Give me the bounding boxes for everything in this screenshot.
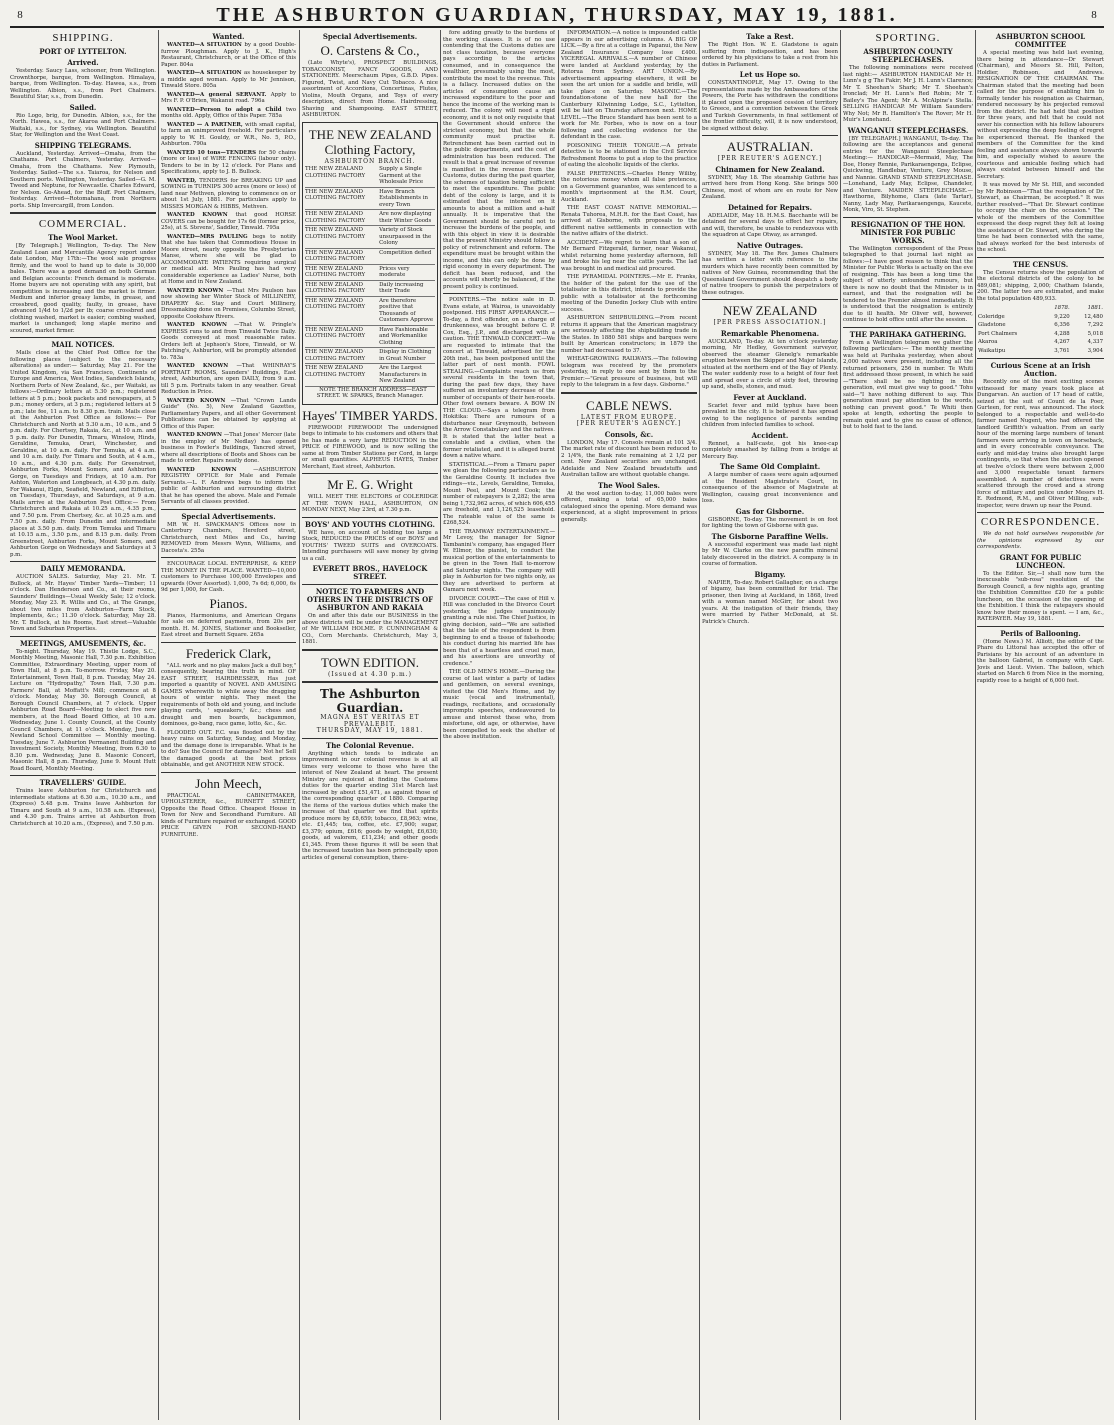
divider bbox=[561, 392, 697, 395]
commercial-heading: COMMERCIAL. bbox=[38, 218, 128, 230]
meetings-text: To-night. Thursday, May 19. Thistle Lodge, S.C., Monthly Meeting, Masonic Hall, 7.30 p.m. Exhibition Committee, Extraordinary Meeting, upper room of Town Hall, at 8 p.m. To-morrow. Friday, May 20. Entertainment, Town Hall, 8 p.m. Tuesday, May 24. Lecture on "Hydropathy," Town Hall, 7.30 p.m. Farmers' Ball, at Moffatt's Mill; commence at 8 o'clock. Monday, May 30. Borough Council, at Borough Council Chambers, at 7 o'clock. Upper Ashburton Road Board—Meeting to elect five new members, at the Road Board Office, at 10 a.m. Wednesday, June 1. County Council, at the County Council Chambers, at 11 o'clock. Monday, June 6. Newland School Committee — Monthly meeting. Tuesday, June 7. Ashburton Permanent Building and Investment Society, Monthly Meeting, from 6.30 to 8.30 p.m. Wednesday, June 8. Masonic Concert, Masonic Hall, 8 p.m. Thursday, June 9. Mount Hutt Road Board, Monthly Meeting. bbox=[10, 648, 156, 772]
census-table-cell: 3,904 bbox=[1087, 347, 1103, 354]
clothing-item-brand: THE NEW ZEALAND CLOTHING FACTORY bbox=[305, 281, 366, 294]
chinamen-heading: Chinamen for New Zealand. bbox=[715, 164, 825, 174]
clothing-item-claim: Have Fashionable and Workmanlike Clothing bbox=[379, 326, 428, 346]
clothing-factory-heading: THE NEW ZEALAND Clothing Factory, bbox=[308, 126, 432, 157]
shipping-telegrams-heading: SHIPPING TELEGRAMS. bbox=[34, 140, 132, 150]
divider bbox=[302, 473, 438, 474]
paraffin-heading: The Gisborne Paraffine Wells. bbox=[711, 531, 829, 541]
clothing-item-claim: Are the Largest Manufacturers in New Zealand bbox=[379, 365, 427, 384]
wanted-ad bbox=[161, 288, 296, 321]
ballooning-heading: Perils of Ballooning. bbox=[1000, 628, 1081, 638]
guardian-nameplate: The Ashburton Guardian. bbox=[320, 687, 420, 715]
wool-market-heading: The Wool Market. bbox=[48, 233, 118, 242]
column-divider bbox=[840, 30, 841, 1420]
wanted-ad bbox=[161, 322, 296, 361]
census-table-cell: 7,292 bbox=[1087, 322, 1103, 328]
complaint-text: A large number of cases were again adjourned at the Resident Magistrate's Court, in consequence of the absence of Magistrate at Wellington, causing great inconvenience and loss. bbox=[702, 472, 838, 504]
divider bbox=[10, 212, 156, 215]
fever-heading: Fever at Auckland. bbox=[733, 392, 807, 402]
wanted-ad bbox=[161, 70, 296, 90]
colonial-revenue-heading: The Colonial Revenue. bbox=[326, 740, 414, 750]
column-8 bbox=[977, 30, 1104, 1420]
guardian-date: THURSDAY, MAY 19, 1881. bbox=[316, 727, 424, 734]
wanted-ad-heading: WANTED, bbox=[167, 177, 200, 184]
divider bbox=[161, 772, 296, 773]
clothing-item-claim: Supply a Single Garment at the Wholesale Price bbox=[379, 166, 424, 185]
parihaka-heading: THE PARIHAKA GATHERING. bbox=[849, 329, 967, 339]
divider bbox=[302, 649, 438, 652]
poison-paragraph: POISONING THEIR TONGUE.—A private detective is to be stationed in the Civil Service Refreshment Rooms to put a stop to the practice of eating the alcoholic liquids of the clerks. bbox=[561, 142, 697, 168]
clothing-items-list bbox=[305, 165, 435, 387]
resignation-heading: RESIGNATION OF THE HON. MINISTER FOR PUBLIC WORKS. bbox=[850, 219, 966, 245]
guardian-motto: MAGNA EST VERITAS ET PREVALEBIT. bbox=[320, 714, 420, 728]
clothing-item-brand: THE NEW ZEALAND CLOTHING FACTORY bbox=[305, 349, 366, 362]
clothing-item-claim: Daily increasing their Trade bbox=[379, 281, 424, 294]
column-4 bbox=[443, 30, 555, 1420]
divider bbox=[161, 642, 296, 643]
wanted-ad-heading: WANTED — A PARTNER, bbox=[167, 121, 245, 128]
wanted-ads-list bbox=[161, 42, 296, 506]
correspondence-note: We do not hold ourselves responsible for the opinions expressed by our correspondents. bbox=[977, 531, 1104, 550]
boys-clothing-heading: BOYS' AND YOUTHS CLOTHING. bbox=[305, 519, 435, 529]
hayes-ad: FIREWOOD! FIREWOOD! The undersigned begs to intimate to his customers and others that he has made a very large REDUCTION in the PRICE of FIREWOOD, and is now selling the same at from Timber Stations per Cord, in large or small quantities. ALPHEUS HAYES, Timber Merchant, East street, Ashburton. bbox=[302, 424, 438, 470]
meetings-heading: MEETINGS, AMUSEMENTS, &c. bbox=[19, 638, 147, 648]
wanted-ad bbox=[161, 432, 296, 465]
shipping-telegrams-text: Auckland, Yesterday. Arrived—Omaha, from the Chathams. Port Chalmers, Yesterday. Arrived—Omaha, from the Chathams. New Plymouth, Yesterday. Sailed—The s.s. Taiaroa, for Nelson and Southern ports. Wellington, Yesterday. Sailed—G. M. Tweed and Neptune, for Newcastle. Charles Edward, for Nelson. Go-Ahead, for the Bluff. Port Chalmers, Yesterday. Arrived—Rotomahana, from Northern ports. Ship Invercargill, from London. bbox=[10, 150, 156, 209]
wanted-ad-heading: WANTED—A SITUATION bbox=[167, 42, 245, 48]
clothing-item-brand: THE NEW ZEALAND CLOTHING FACTORY bbox=[305, 227, 366, 240]
wanted-ad-heading: WANTED KNOWN bbox=[167, 212, 236, 218]
divider bbox=[702, 135, 838, 136]
clothing-item bbox=[305, 265, 435, 281]
census-table-header: 1878. bbox=[1054, 305, 1070, 311]
census-table-cell: Gladstone bbox=[978, 322, 1006, 328]
irish-auction-text: Recently one of the most exciting scenes witnessed for many years took place at Dungarvan. An auction of 17 head of cattle, seized at the suit of Count de la Poer, Gurteen, for rent, was announced. The stock belonged to a respectable and well-to-do farmer named Nugent, who had offered the landlord Griffith's valuation. From an early hour of the morning large numbers of tenant farmers were arriving in town on horseback, and in every conceivable conveyance. The early and mid-day trains also brought large contingents, so that when the auction opened at twelve o'clock there were between 2,000 and 3,000 respectable tenant farmers assembled. A number of detectives were scattered through the crowd and a strong force of military and police under Messrs H. E. Redmond, R.M., and Oliver Milling, sub-inspector, were drawn up near the Pound. bbox=[977, 379, 1104, 509]
steeplechases-text: The following nominations were received last night:— ASHBURTON HANDICAP. Mr H. Lunn's g g The Fakir; Mr J. H. Lunn's Clarence; Mr T. Sheehan's Shark; Mr T. Sheehan's Ironclad; Mr H. Lunn's Red Robin; Mr T. Bailey's The Agent; Mr A. McAlpine's Stella. SELLING HANDICAP. Mr William Saunders' Why Not; Mr R. Hamilton's The Rover; Mr H. Muir's Lonehand. bbox=[843, 65, 973, 123]
wanted-ad bbox=[161, 398, 296, 431]
consols-text: LONDON, May 17. Consols remain at 101 3/4. The market rate of discount has been reduced to 2 1/4%, the Bank rate remaining at 2 1/2 per cent. New Zealand securities are unchanged. Adelaide and New Zealand breadstuffs and Australian tallow are without quotable change. bbox=[561, 439, 697, 478]
clothing-item bbox=[305, 165, 435, 188]
luncheon-text: To the Editor. Sir,—I shall now turn the inexcusable "sub-rosa" resolution of the Borough Council, a few nights ago, granting the Exhibition Committee £20 for a public luncheon, on the occasion of the opening of the Exhibition. I think the ratepayers should know how their money is spent. — I am, &c., RATEPAYER. May 19, 1881. bbox=[977, 570, 1104, 622]
sailed-text: Rio Logo, brig, for Dunedin. Albion, s.s., for the North. Hawea, s.s., for Akaroa and Port Chalmers. Waitaki, s.s., for Sydney, via Wellington. Beautiful Star, for Wellington and the West Coast. bbox=[10, 112, 156, 138]
divider bbox=[302, 517, 438, 518]
divider bbox=[977, 512, 1104, 513]
wanted-ad-body: —That Mrs Paulson has now showing her Winter Stock of MILLINERY, DRAPERY &c. Stay and Court Millinery, Dressmaking done on Premises, Columbo Street, opposite Cookshaw Rivers. bbox=[161, 287, 296, 320]
encourage-ad: ENCOURAGE LOCAL ENTERPRISE, & KEEP THE MONEY IN THE PLACE. WANTED—10,000 customers to Purchase 100,000 Envelopes and upwards (Over Assorted). 1,000, 7s 6d; 6,000, 6s 9d per 1,000, for Cash. bbox=[161, 561, 296, 593]
luncheon-heading: GRANT FOR PUBLIC LUNCHEON. bbox=[999, 552, 1082, 570]
page-number-right: 8 bbox=[1091, 9, 1097, 21]
clothing-item-brand: THE NEW ZEALAND CLOTHING FACTORY bbox=[305, 326, 366, 339]
resignation-text: The Wellington correspondent of the Press telegraphed to that journal last night as follows:—I have good reason to think that the Minister for Public Works is actually on the eve of resigning. This has been a long time the subject of utterly unfounded rumours, but there is now no doubt that the Minister is in earnest, and that the resignation will be tendered to the Premier almost immediately. It is understood that the resignation is entirely due to ill health. Mr Oliver will, however, continue to hold office until after the session. bbox=[843, 245, 973, 323]
page-number-left: 8 bbox=[17, 9, 23, 21]
fever-text: Scarlet fever and mild typhus have been prevalent in the city. It is believed it has spread owing to the negligence of parents sending children from infected families to school. bbox=[702, 402, 838, 428]
wanted-ad-heading: WANTED KNOWN bbox=[167, 397, 231, 404]
table-row bbox=[977, 338, 1104, 347]
census-table bbox=[977, 304, 1104, 355]
shipping-heading: SHIPPING. bbox=[52, 32, 114, 44]
census-table-cell: Port Chalmers bbox=[978, 330, 1018, 337]
tramway-paragraph: THE TRAMWAY ENTERTAINMENT.—Mr Levoy, the manager for Signor Tambanini's company, has engaged Herr W. Ellmor, the pianist, to conduct the musical portion of the entertainments to be given in the Town Hall to-morrow and Saturday nights. The company will play in Ashburton for two nights only, as they are advertised to perform at Oamaru next week. bbox=[443, 528, 555, 593]
false-pretences-paragraph: FALSE PRETENCES.—Charles Henry Wiliby, the notorious money whom all false pretences, on a Government guarantee, was sentenced to a month's imprisonment at the R.M. Court, Auckland. bbox=[561, 170, 697, 203]
hayes-heading: Hayes' TIMBER YARDS. bbox=[302, 407, 438, 423]
wanted-ad-body: with small capital, to farm an unimproved freehold. For particulars apply to W. H. Gouldy, or W.R., No. 5, P.O., Ashburton. 790a bbox=[161, 121, 296, 147]
wanted-ad-heading: WANTED—A SITUATION bbox=[167, 70, 245, 76]
clothing-item-brand: THE NEW ZEALAND CLOTHING FACTORY bbox=[305, 297, 366, 310]
sailed-heading: Sailed. bbox=[69, 102, 97, 112]
census-table-cell: 5,018 bbox=[1087, 330, 1103, 337]
clothing-item bbox=[305, 249, 435, 265]
column-divider bbox=[440, 30, 441, 1420]
clothing-item-claim: Prices very moderate bbox=[379, 265, 410, 278]
census-table-cell: 6,356 bbox=[1054, 322, 1070, 328]
divider bbox=[10, 561, 156, 562]
correspondence-heading: CORRESPONDENCE. bbox=[980, 516, 1101, 528]
wanted-ad bbox=[161, 178, 296, 211]
census-table-cell: Coleridge bbox=[978, 313, 1005, 320]
railways-paragraph: WHEAT-GROWING RAILWAYS.—The following telegram was received by the promoters yesterday, in reply to one sent by them to the Premier:—"Great pressure of business, but will reply to the telegram in a few days. Gisborne." bbox=[561, 356, 697, 388]
wool-market-text: [By Telegraph.] Wellington, To-day. The New Zealand Loan and Mercantile Agency report under date London, May 17th:—The wool sale progress firmly, and the wool to hand up to date is 30,000 bales. There was a good demand on both German and Belgian accounts: French demand is moderate. Home buyers are not operating with any spirit, but competition is increasing and the market is firmer. Medium and inferior greasy lambs, in grease, and crossbred, good quality, faulty, in grease, have advanced 1/4d to 1/2d per lb; coarse crossbred and clothing washed, market is easier; combing washed, market is unchanged; long staple merino and scoured, market firmer. bbox=[10, 243, 156, 334]
wanted-ad bbox=[161, 212, 296, 232]
column-divider bbox=[975, 30, 976, 1420]
column-6 bbox=[702, 30, 838, 1420]
census-table-cell: 4,267 bbox=[1054, 339, 1070, 345]
spackman-ad: MR W. H. SPACKMAN'S Offices now in Canterbury Chambers, Hereford street, Christchurch, next Miles and Co., having REMOVED from Messrs Wynn, Williams, and Dacosta's. 255a bbox=[161, 521, 296, 554]
divorce-court-paragraph: DIVORCE COURT.—The case of Hill v. Hill was concluded in the Divorce Court yesterday, the judges unanimously granting a rule nisi. The Chief Justice, in giving decision, said—"We are satisfied that the tale of the respondent is from beginning to end a tissue of falsehoods; his conduct during his married life has been that of a heartless and cruel man, and his assertions are unworthy of credence." bbox=[443, 595, 555, 667]
clothing-item bbox=[305, 348, 435, 364]
wanted-ad-heading: WANTED—A general SERVANT. bbox=[167, 91, 271, 98]
consols-heading: Consols, &c. bbox=[604, 429, 654, 439]
table-row bbox=[977, 321, 1104, 330]
clothing-item-brand: THE NEW ZEALAND CLOTHING FACTORY bbox=[305, 249, 366, 262]
local-news: INFORMATION.—A notice is impounded cattle appears in our advertising columns. A BIG OP LICK.—By a fire at a cottage in Papanui, the New Zealand Insurance Company lose £400. VICEREGAL ARRIVALS.—A number of Chinese were landed at Auckland yesterday, by the Rotorua from Sydney. ART UNION.—By advertisement appearing elsewhere, it will be seen the art union for a saddle and bridle, will take place on Saturday. MASONIC.—The foundation-stone of the new hall for the Canterbury Kilwinning Lodge, S.C., Lyttelton, will be laid on Thursday afternoon next. HOME LEVEL.—The Bruce Standard has been sent to a work for Mr. Forbes, who is now on a tour following and collecting evidence for the defendant in the case. bbox=[561, 30, 697, 140]
travellers-guide-text: Trains leave Ashburton for Christchurch and intermediate stations at 6.30 a.m., 10.30 a.m., and (Express) 5.48 p.m. Trains leave Ashburton for Timaru and South at 9 a.m., 10.58 a.m. (Express), and 4.30 p.m. Trains arrive at Ashburton from Christchurch at 10.20 a.m., (Express), and 7.50 p.m. bbox=[10, 788, 156, 827]
phenomena-text: AUCKLAND, To-day. At ten o'clock yesterday morning, Mr Hedley, Government surveyor, observed the steamer Glenelg's remarkable eruption between the Skipper and Major Islands, situated at the northern end of the Bay of Plenty. The water suddenly rose to a height of four feet and spread over a circle of sixty feet, throwing up sand, shells, stones, and mud. bbox=[702, 338, 838, 390]
table-row bbox=[977, 330, 1104, 339]
census-heading: THE CENSUS. bbox=[1012, 259, 1069, 269]
wanted-ad-heading: WANTED—Person to adopt a Child bbox=[167, 106, 286, 113]
wright-ad: WILL MEET THE ELECTORS of COLERIDGE AT THE TOWN HALL, ASHBURTON, ON MONDAY NEXT, May 23rd, at 7.30 p.m. bbox=[302, 494, 438, 513]
special-ads-heading: Special Advertisements. bbox=[322, 32, 418, 41]
daily-memoranda-text: AUCTION SALES. Saturday, May 21. Mr. T. Bullock, at Mr. Hayes' Timber Yards—Timber; 11 o'clock. Dan Henderson and Co., at their rooms, Saunders' Buildings—Usual Weekly Sale; 12 o'clock. Monday, May 23. R. Willis and Co., at The Grange, about two miles from Ashburton—Farm Stock, Implements, &c.; 11.30 o'clock. Saturday, May 28. Mr. T. Bullock, at his Rooms, East street—Valuable Town and Suburban Properties. bbox=[10, 574, 156, 632]
bigamy-text: NAPIER, To-day. Robert Gallagher, on a charge of bigamy, has been committed for trial. The prisoner, then living at Auckland, in 1868, lived with a woman named McGirr, for about two years. At the instigation of their friends, they were married by Father McDonald, at St. Patrick's Church. bbox=[702, 579, 838, 625]
divider bbox=[977, 626, 1104, 627]
wanted-ad-body: —That WHINRAY'S PORTRAIT ROOMS, Saunders' Buildings, East street, Ashburton, are open DAILY, from 9 a.m. till 5 p.m. Portraits taken in any weather. Great Reduction in Price. bbox=[161, 363, 296, 395]
irish-auction-heading: Curious Scene at an Irish Auction. bbox=[990, 361, 1091, 378]
census-table-cell: 3,761 bbox=[1054, 347, 1070, 354]
steeplechases-heading: ASHBURTON COUNTY STEEPLECHASES. bbox=[863, 47, 953, 64]
wanted-ad bbox=[161, 150, 296, 176]
divider bbox=[843, 217, 973, 218]
carstens-ad: (Late Whyte's), PROSPECT BUILDINGS, TOBACCONIST, FANCY GOODS, AND STATIONERY. Meerschaum Pipes, G.B.D. Pipes. Figured, Twist, and Navy Cut Tobacco. A nice assortment of Accordions, Concertinas, Flutes, Violins, Mouth Organs, and Toys of every description, direct from Home. Hairdressing, Shaving and Shampooing. EAST STREET, ASHBURTON. bbox=[302, 60, 438, 118]
hope-text: CONSTANTINOPLE, May 17. Owing to the representations made by the Ambassadors of the Powers, the Porte has withdrawn the conditions it placed upon the proposed cession of territory to Greece, and a convention between the Greek and Turkish Governments, in final settlement of the frontier difficulty, will, it is now understood, be signed without delay. bbox=[702, 80, 838, 132]
arrived-heading: Arrived. bbox=[67, 58, 99, 67]
detained-heading: Detained for Repairs. bbox=[727, 202, 813, 212]
sporting-heading: SPORTING. bbox=[875, 32, 941, 44]
parihaka-text: From a Wellington telegram we gather the following particulars:— The monthly meeting was held at Parihaka yesterday, when about 2,000 natives were present, including all the returned prisoners, 256 in number. Te Whiti first addressed those present, in which he said—"There shall be no fighting in this generation, evil must give way to good." Tohu said—"I have nothing different to say. This generation must pay attention to the words, nothing can prevent good." Te Whiti then spoke at length, exhorting the people to remain quiet and to give no cause of offence, but to hold fast to the land. bbox=[843, 339, 973, 430]
arrived-text: Yesterday. Saucy Lass, schooner, from Wellington. Crownthorpe, barque, from Wellington. Himalaya, barque, from Wellington. To-day. Hawea, s.s., from Wellington. Albion, s.s., from Port Chalmers. Beautiful Star, s.s., from Dunedin. bbox=[10, 68, 156, 100]
census-table-cell: Akaroa bbox=[978, 339, 998, 345]
wanted-ad bbox=[161, 363, 296, 396]
census-text: The Census returns show the population of the electoral districts of the colony to be 489,081; shipping, 2,000; Chatham Islands, 200. The latter two are estimated, and make the total population 489,933. bbox=[977, 269, 1104, 302]
wanted-ad-heading: WANTED 10 tons—TENDERS bbox=[167, 149, 259, 156]
wool-sales-heading: The Wool Sales. bbox=[598, 480, 660, 490]
column-3 bbox=[302, 30, 438, 1420]
australian-agency: [PER REUTER'S AGENCY.] bbox=[717, 155, 823, 162]
column-7 bbox=[843, 30, 973, 1420]
clothing-item-brand: THE NEW ZEALAND CLOTHING FACTORY bbox=[305, 211, 366, 224]
wanted-ad-body: —That "Crown Lands Guide" (No. 5), New Zealand Gazettes, Parliamentary Papers, and all other Government Publications can be obtained by applying at Office of this Paper. bbox=[161, 397, 296, 430]
wanted-ad-heading: WANTED KNOWN bbox=[167, 322, 235, 328]
school-committee-text: A special meeting was held last evening, there being in attendance—Dr Stewart (Chairman), and Messrs St. Hill, Felton, Holdier, Robinson, and Andrews. RESIGNATION OF THE CHAIRMAN. The Chairman stated that the meeting had been called for the purpose of enabling him to formally tender his resignation as Chairman, rendered necessary by his projected removal from the district. He had held that position for three years, and felt that he could not sever his connection with his fellow labourers without expressing the deep feeling of regret he experienced thereat. He thanked the members of the Committee for the kind feeling and assistance always shown towards him, and especially wished to assure the courteous and amicable feeling which had always existed between himself and the Secretary. bbox=[977, 50, 1104, 180]
colonial-revenue-text: Anything which tends to indicate an improvement in our colonial revenue is at all times very welcome to those who have the interest of New Zealand at heart. The present Ministry are rejoiced at finding the Customs duties for the quarter ending 31st March last increased by about £51,471, as against those of the corresponding quarter of 1880. Comparing the items of the various duties which make the increase of that quarter we find that spirits produce more by £8,659; tobacco, £8,963; wine, etc. £1,445; tea, coffee, etc. £7,900; sugar, £3,379; opium, £616; goods by weight, £6,630; goods, ad valorem, £11,234; and other goods £1,345. From these figures it will be seen that the increased taxation has been principally upon articles of general consumption, there- bbox=[302, 750, 438, 861]
divider bbox=[443, 293, 555, 294]
totalisator-paragraph: THE PYRAMIDAL POINTERS.—Mr E. Franks, the holder of the patent for the use of the totalisator in this district, intends to provide the public with a totalisator at the forthcoming meeting of the Dunedin Jockey Club with entire success. bbox=[561, 274, 697, 313]
accident-paragraph: ACCIDENT.—We regret to learn that a son of Mr Bernard Fitzgerald, farmer, near Wakanui, whilst returning home yesterday afternoon, fell and broke his leg near the cattle yards. The lad was brought in and medical aid procured. bbox=[561, 239, 697, 272]
divider bbox=[10, 636, 156, 637]
ballooning-text: (Home News.) M. Alliott, the editor of the Phare du Littoral has accepted the offer of Parisians by his account of an adventure in the balloon Gabriel, in company with Capt. Jovis and Lieut. Vivien. The balloon, which started on March 6 from Nice in the morning, rapidly rose to a height of 6,000 feet. bbox=[977, 638, 1104, 684]
flooded-out-ad: FLOODED OUT. F.C. was flooded out by the heavy rains on Saturday, Sunday, and Monday, and the damage done is irreparable. What is he to do? Sue the Council for damages? Not he! Sell the damaged goods at the best prices obtainable, and get ANOTHER NEW STOCK. bbox=[161, 729, 296, 768]
column-divider bbox=[558, 30, 559, 1420]
notice-farmers-text: On and after this date our BUSINESS in the above districts will be under the MANAGEMENT of Mr WILLIAM HOLME. P. CUNNINGHAM & CO., Corn Merchants. Christchurch, May 3, 1881. bbox=[302, 613, 438, 645]
frederick-clark-heading: Frederick Clark, bbox=[185, 645, 272, 661]
clothing-branch: ASHBURTON BRANCH. bbox=[324, 157, 416, 165]
column-1 bbox=[10, 30, 156, 1420]
wanted-ad-body: —That W. Pringle's EXPRESS runs to and from Tinwald Twice Daily. Goods conveyed at most reasonable rates. Orders left at Jephson's Store, Tinwald, or W. Patching's, Ashburton, will be promptly attended to. 783a bbox=[161, 322, 296, 361]
column-5 bbox=[561, 30, 697, 1420]
detained-text: ADELAIDE, May 18. H.M.S. Bacchante will be detained for several days to effect her repairs, and will, therefore, be unable to rendezvous with the squadron at Cape Otway, as arranged. bbox=[702, 212, 838, 238]
local-pointers: POINTERS.—The notice sale in D. Evans estate, at Wairoa, is unavoidably postponed. HIS FIRST APPEARANCE.—To-day, a first offender, on a charge of drunkenness, was brought before C. P. Cox, Esq., J.P., and discharged with a caution. THE TINWALD CONCERT.—We are requested to intimate that the concert at Tinwald, advertised for the 20th inst., has been postponed until the latter part of next month. FOWL STEALING.—Complaints reach us from several residents in the town that, during the past few days, they have suffered an involuntary decrease of the number of occupants of their hen-roosts. Other fowl owners beware. A BOW IN THE CLOUD.—Says a telegram from Hokitika: There are rumours of a disturbance near Greymouth, between the Arrow Constabulary and the natives. It is stated that the latter beat a constable and a civilian, when the former retaliated, and it is alleged burnt down a native whare. bbox=[443, 297, 555, 459]
wanted-heading: Wanted. bbox=[212, 32, 245, 41]
wanted-ad-heading: WANTED KNOWN bbox=[167, 287, 227, 294]
column-divider bbox=[299, 30, 300, 1420]
divider bbox=[843, 327, 973, 328]
wanted-ad-body: two months old. Apply, Office of this Paper. 785a bbox=[161, 106, 296, 119]
paraffin-text: A successful experiment was made last night by Mr W. Clarke on the new paraffin mineral lately discovered in the district. A company is in course of formation. bbox=[702, 541, 838, 567]
masthead bbox=[10, 4, 1104, 28]
cable-news-sub: LATEST FROM EUROPE. bbox=[580, 413, 678, 421]
east-coast-paragraph: THE EAST COAST NATIVE MEMORIAL.—Renata Tuhorea, M.H.R. for the East Coast, has arrived at Gisborne, with proposals to the different native settlements in connection with the native affairs of the district. bbox=[561, 205, 697, 237]
census-table-header bbox=[977, 304, 1043, 313]
wanganui-heading: WANGANUI STEEPLECHASES. bbox=[847, 125, 969, 135]
town-edition-heading: TOWN EDITION. bbox=[321, 654, 419, 670]
clothing-factory-ad bbox=[302, 122, 438, 405]
clothing-item-claim: Are therefore positive that Thousands of Customers Approve bbox=[379, 297, 434, 323]
john-meech-ad: PRACTICAL CABINETMAKER, UPHOLSTERER, &c., BURNETT STREET, Opposite the Road Office. Cheapest House in Town for New and Secondhand Furniture. All kinds of Furniture repaired or exchanged. GOOD PRICE GIVEN FOR SECOND-HAND FURNITURE. bbox=[161, 792, 296, 838]
divider bbox=[161, 557, 296, 558]
clothing-item-claim: Competition defied bbox=[379, 249, 432, 256]
old-mens-home-paragraph: THE OLD MEN'S HOME.—During the course of last winter a party of ladies and gentlemen, on several evenings, visited the Old Men's Home, and by music (vocal and instrumental), readings, recitations, and occasionally impromptu speeches, endeavoured to amuse and interest these who, from misfortune, old age, or otherwise, have been compelled to seek the shelter of the above institution. bbox=[443, 669, 555, 740]
phenomena-heading: Remarkable Phenomena. bbox=[720, 328, 820, 338]
wanted-ad-body: begs to notify that she has taken that Commodious House in Moore street, nearly opposite the Presbyterian Manse, where she will be glad to ACCOMMODATE PATIENTS requiring surgical or medical aid. Mrs Pauling has had very considerable experience as Ladies' Nurse, both at Home and in New Zealand. bbox=[161, 233, 296, 285]
complaint-heading: The Same Old Complaint. bbox=[719, 462, 821, 471]
wanted-ad-body: as housekeeper by a middle aged woman. Apply to Mr Jennison, Tinwald Store. 805a bbox=[161, 70, 296, 89]
wanted-ad bbox=[161, 107, 296, 120]
take-rest-heading: Take a Rest. bbox=[746, 32, 794, 41]
bigamy-heading: Bigamy. bbox=[754, 569, 786, 579]
wanted-ad-heading: WANTED KNOWN bbox=[167, 432, 224, 438]
divider bbox=[161, 509, 296, 510]
cable-news-heading: CABLE NEWS. bbox=[586, 397, 672, 413]
daily-memoranda-heading: DAILY MEMORANDA. bbox=[40, 564, 126, 573]
wanted-ad-heading: WANTED KNOWN bbox=[167, 466, 254, 473]
take-rest-text: The Right Hon. W. E. Gladstone is again suffering from indisposition, and has been ordered by his physicians to take a rest from his duties in Parliament. bbox=[702, 42, 838, 68]
divider bbox=[302, 584, 438, 585]
wanted-ad bbox=[161, 92, 296, 105]
divider bbox=[977, 358, 1104, 359]
wanted-ad-body: that good HORSE COVERS can be bought for 17s 6d (former price, 25s), at S. Stevens', Saddler, Tinwald. 795a bbox=[161, 212, 296, 231]
divider bbox=[977, 257, 1104, 258]
native-outrages-text: SYDNEY, May 18. The Rev. James Chalmers has written a letter with reference to the murders which have recently been committed by natives of New Guinea, recommending that the Queensland Government should despatch a body of native troopers to punish the perpetrators of these outrages. bbox=[702, 250, 838, 296]
frederick-clark-ad: "ALL work and no play makes Jack a dull boy," consequently, bearing this truth in mind. OF EAST STREET, HAIRDRESSER, Has just imported a quantity of NOVEL AND AMUSING GAMES wherewith to while away the dragging hours of winter nights. They meet the requirements of both old and young, and include playing cards, ' squeakers,' &c.; chess and draught and men boards, backgammon, dominoes, go-bang, race game, lotto, &c., &c. bbox=[161, 662, 296, 727]
wanted-ad bbox=[161, 234, 296, 286]
clothing-item-brand: THE NEW ZEALAND CLOTHING FACTORY bbox=[305, 188, 366, 201]
divider bbox=[302, 681, 438, 684]
column-divider bbox=[158, 30, 159, 1420]
census-table-cell: 4,337 bbox=[1087, 339, 1103, 345]
divider bbox=[10, 337, 156, 338]
wright-heading: Mr E. G. Wright bbox=[327, 477, 413, 492]
census-table-header: 1881. bbox=[1087, 305, 1103, 311]
census-table-cell: Waikatipu bbox=[978, 347, 1006, 354]
clothing-item bbox=[305, 326, 435, 349]
clothing-item-claim: Are now displaying their Winter Goods bbox=[379, 211, 432, 224]
column-2 bbox=[161, 30, 296, 1420]
australian-heading: AUSTRALIAN. bbox=[726, 139, 814, 154]
clothing-item bbox=[305, 226, 435, 249]
clothing-item-brand: THE NEW ZEALAND CLOTHING FACTORY bbox=[305, 166, 366, 179]
clothing-item-brand: THE NEW ZEALAND CLOTHING FACTORY bbox=[305, 265, 366, 278]
native-outrages-heading: Native Outrages. bbox=[736, 240, 804, 250]
gas-text: GISBORNE, To-day. The movement is on foot for lighting the town of Gisborne with gas. bbox=[702, 516, 838, 529]
clothing-note: NOTE THE BRANCH ADDRESS—EAST STREET. W. SPARKS, Branch Manager. bbox=[316, 386, 427, 399]
clothing-item bbox=[305, 364, 435, 387]
clothing-item-brand: THE NEW ZEALAND CLOTHING FACTORY bbox=[305, 365, 366, 378]
shipbuilding-paragraph: ASHBURTON SHIPBUILDING.—From recent returns it appears that the American magistracy are seriously affecting the shipbuilding trade in the States. In 1880 581 ships and barques were built by American constructors; in 1879 the number had decreased to 37. bbox=[561, 315, 697, 354]
wanted-ad-body: TENDERS for BREAKING UP and SOWING in TURNIPS 300 acres (more or less) of land near Methven, plowing to commence on or about 1st July, 1881. For particulars apply to MISSES MORGAN & HIBBS, Methven. bbox=[161, 177, 296, 210]
everett-bros: EVERETT BROS., HAVELOCK STREET. bbox=[312, 564, 428, 581]
wanted-ad bbox=[161, 122, 296, 148]
school-committee-heading: ASHBURTON SCHOOL COMMITTEE bbox=[995, 32, 1086, 49]
clothing-item-claim: Display in Clothing in Great Number bbox=[379, 349, 432, 362]
clothing-item-claim: Have Branch Establishments in every Town bbox=[379, 188, 428, 208]
travellers-guide-heading: TRAVELLERS' GUIDE. bbox=[39, 778, 127, 787]
wanted-ad-body: Apply to Mrs F. P. O'Brien, Wakanui road. 796a bbox=[161, 91, 296, 104]
chinamen-text: SYDNEY, May 18. The steamship Guthrie has arrived here from Hong Kong. She brings 500 Chinese, most of whom are en route for New Zealand. bbox=[702, 174, 838, 200]
wanted-ad bbox=[161, 42, 296, 68]
clothing-item bbox=[305, 281, 435, 297]
wanted-ad-body: —ASHBURTON REGISTRY OFFICE for Male and Female Servants.—L. F. Andrews begs to inform the public of Ashburton and surrounding district that he has opened the above. Male and Female Servants of all classes provided. bbox=[161, 466, 296, 505]
census-table-cell: 4,288 bbox=[1054, 330, 1070, 337]
column-divider bbox=[699, 30, 700, 1420]
carstens-heading: O. Carstens & Co., bbox=[320, 43, 420, 58]
table-row bbox=[977, 313, 1104, 322]
clothing-item bbox=[305, 297, 435, 326]
special-ads-heading: Special Advertisements. bbox=[181, 511, 276, 521]
wanted-ad-body: by a good Double-furrow Ploughman. Apply to J. K., High's Restaurant, Christchurch, or at the Office of this Paper. 804a bbox=[161, 42, 296, 68]
wanted-ad-heading: WANTED KNOWN bbox=[167, 363, 237, 369]
divider bbox=[10, 775, 156, 776]
wanted-ad-body: —That Jones' Mercer (late in the employ of Mr Nedlay) has opened business in Fowler's Buildings, Tancred street, where all descriptions of Boots and Shoes can be made to order. Repairs neatly done. bbox=[161, 432, 296, 464]
statistical-paragraph: STATISTICAL.—From a Timaru paper we glean the following particulars as to the Geraldine County. It includes five ridings—viz., Levels, Geraldine, Temuka, Mount Peel, and Mount Cook; the number of ratepayers is 2,282; the area being 1,732,962 acres, of which 606,455 are freehold, and 1,126,525 leasehold. The rateable value of the same is £268,524. bbox=[443, 461, 555, 526]
wanted-ad-body: for 50 chains (more or less) of WIRE FENCING (labour only). Tenders to be in by 12 o'clock. For Plans and Specifications, apply to J. B. Bullock. bbox=[161, 149, 296, 175]
wanganui-text: [BY TELEGRAPH.] WANGANUI, To-day. The following are the acceptances and general entries for the Wanganui Steeplechase Meeting:— HANDICAP.—Mermaid, May, The Doe, Honey Rennie, Parikaraengenga, Eclipse, Quickwing, Handlebar, Venture, Grey Mouse, and Nannie. GRAND STAND STEEPLECHASE.—Lonehand, Lady May, Eclipse, Chandeler, and Venture. MAIDEN STEEPLECHASE.—Hawthorne, Bilyhome, Clara (late Tartar), Nanny, Lady May, Parikaraengenga, Kaucete, Monk, Viro, St. Stephen. bbox=[843, 135, 973, 213]
clothing-item-claim: Variety of Stock unsurpassed in the Colony bbox=[379, 227, 432, 246]
table-row bbox=[977, 347, 1104, 356]
pianos-ad: Pianos, Harmoniums, and American Organs for sale on deferred payments, from 20s per month. H. M. JONES, Stationer and Bookseller, East street and Burnett Square. 265a bbox=[161, 612, 296, 638]
census-table-cell: 9,220 bbox=[1054, 313, 1070, 320]
school-committee-text-2: It was moved by Mr St. Hill, and seconded by Mr Robinson—"That the resignation of Dr. Stewart, as Chairman, be accepted." It was further resolved—"That Dr. Stewart continue to occupy the chair on the occasion." The whole of the members of the Committee expressed the deep regret they felt at losing the assistance of Dr. Stewart, who during the time he had been connected with the same, had always worked for the best interests of the school. bbox=[977, 182, 1104, 253]
newspaper-title: THE ASHBURTON GUARDIAN, THURSDAY, MAY 19, 1881. bbox=[216, 3, 898, 26]
town-edition-sub: (Issued at 4.30 p.m.) bbox=[328, 670, 412, 678]
john-meech-heading: John Meech, bbox=[195, 775, 262, 791]
port-heading: PORT OF LYTTELTON. bbox=[39, 47, 127, 56]
new-zealand-agency: [PER PRESS ASSOCIATION.] bbox=[713, 319, 827, 326]
cable-news-agency: [PER REUTER'S AGENCY.] bbox=[576, 420, 682, 427]
new-zealand-heading: NEW ZEALAND bbox=[723, 303, 817, 318]
gas-heading: Gas for Gisborne. bbox=[735, 506, 805, 516]
hope-heading: Let us Hope so. bbox=[739, 70, 801, 79]
accident-heading: Accident. bbox=[751, 430, 789, 440]
mail-notices-text: Mails close at the Chief Post Office for the following places (subject to the necessary alterations) as under:— Saturday, May 21. For the United Kingdom, via San Francisco, Continents of Europe and America, West Indies, Sandwich Islands, Northern Ports of New Zealand, &c., per Waitaki, as follows:—Ordinary letters at 5.30 p.m.; registered letters at 5 p.m.; book packets and newspapers, at 5 p.m.; money orders, at 3 p.m.; registered letters at 5 p.m.; late fee, 11 a.m. to 8.30 p.m. train. Mails close at the Ashburton Post Office as follows:— For Christchurch and North at 5.30 a.m., 10 a.m., and 5 p.m. daily. For Chertsey, Rakaia, &c., at 10 a.m. and 5 p.m. daily. For Dunedin, Timaru, Winslow, Hinds, Geraldine, Temuka, Orari, Winchester, and Geraldine, at 10 a.m. daily. For Temuka, at 4 a.m. and 10 a.m. daily. For Timaru and South, at 4 a.m., 10 a.m., and 4.30 p.m. daily. For Greenstreet, Ashburton Forks, Mount Somers, and Ashburton Gorge, on Tuesdays and Fridays, at 10 a.m. For Ashton, Waterton and Longbeach, at 4.30 p.m. daily. For Wakanui, Elgin, Seafield, Newland, and Eiffelton, on Tuesdays, Thursdays, and Saturdays, at 9 a.m. Mails arrive at the Ashburton Post Office:— From Christchurch and Rakaia at 10.25 a.m., 4.35 p.m., and 7.50 p.m. From Chertsey, &c. at 10.25 a.m. and 7.50 p.m. daily. From Dunedin and intermediate places at 3.50 p.m. daily. From Temuka and Timaru at 10.15 a.m., 3.50 p.m., and 8.15 p.m. daily. From Greenstreet, Ashburton Forks, Mount Somers, and Ashburton Gorge on Wednesdays and Saturdays at 3 p.m. bbox=[10, 350, 156, 558]
clothing-item bbox=[305, 210, 435, 226]
wool-sales-text: At the wool auction to-day, 11,000 bales were offered, making a total of 65,000 bales catalogued since the opening. More demand was experienced, at a slight improvement in prices generally. bbox=[561, 490, 697, 523]
divider bbox=[702, 299, 838, 300]
wanted-ad-heading: WANTED—MRS PAULING bbox=[167, 233, 253, 240]
pianos-heading: Pianos. bbox=[209, 595, 248, 611]
wanted-ad bbox=[161, 467, 296, 506]
clothing-item bbox=[305, 188, 435, 211]
mail-notices-heading: MAIL NOTICES. bbox=[51, 340, 115, 349]
editorial-continued: fore adding greatly to the burdens of the working classes. It is of no use contending that the Customs duties are not class taxation, because everyone pays according to the articles consumed, and in consequence the wealthier, presumably using the most, contribute the most to the revenue. This is a fallacy. Increased duties on the articles of consumption cause an increased expenditure to the poor and hence the income of the working man is reduced. The colony will need a rigid economy, and it is not only requisite that the Government should enforce the strictest economy, but that the whole community must practise it. Retrenchment has been carried out in the public departments, and the cost of administration has been reduced. The result is that a great increase of revenue is manifest in the revenue from the Customs, duties during the past quarter, the schemes of taxation being sufficient to meet the expenditure. The public debt of the colony is large, and it is estimated that the interest on it amounts to about a million and a-half annually. It is imperative that the Government should be careful not to increase the burdens of the people, and with this object in view it is desirable that the present Ministry should follow a policy of retrenchment and reform. The expenditure must be brought within the income, and this can only be done by rigid economy in every department. The deficit has been reduced, and the accounts will shortly be balanced, if the present policy is continued. bbox=[443, 30, 555, 290]
accident-text: Rennet, a half-caste, got his knee-cap completely smashed by falling from a bridge at Mercury Bay. bbox=[702, 440, 838, 460]
census-table-cell: 12,480 bbox=[1084, 313, 1103, 320]
notice-farmers-heading: NOTICE TO FARMERS AND OTHERS IN THE DISTRICTS OF ASHBURTON AND RAKAIA bbox=[306, 587, 434, 612]
divider bbox=[302, 738, 438, 739]
boys-clothing-ad: WE have, on account of holding too large a Stock, REDUCED the PRICES of our BOYS' and YOUTHS' TWEED SUITS and OVERCOATS. Intending purchasers will save money by giving us a call. bbox=[302, 529, 438, 562]
